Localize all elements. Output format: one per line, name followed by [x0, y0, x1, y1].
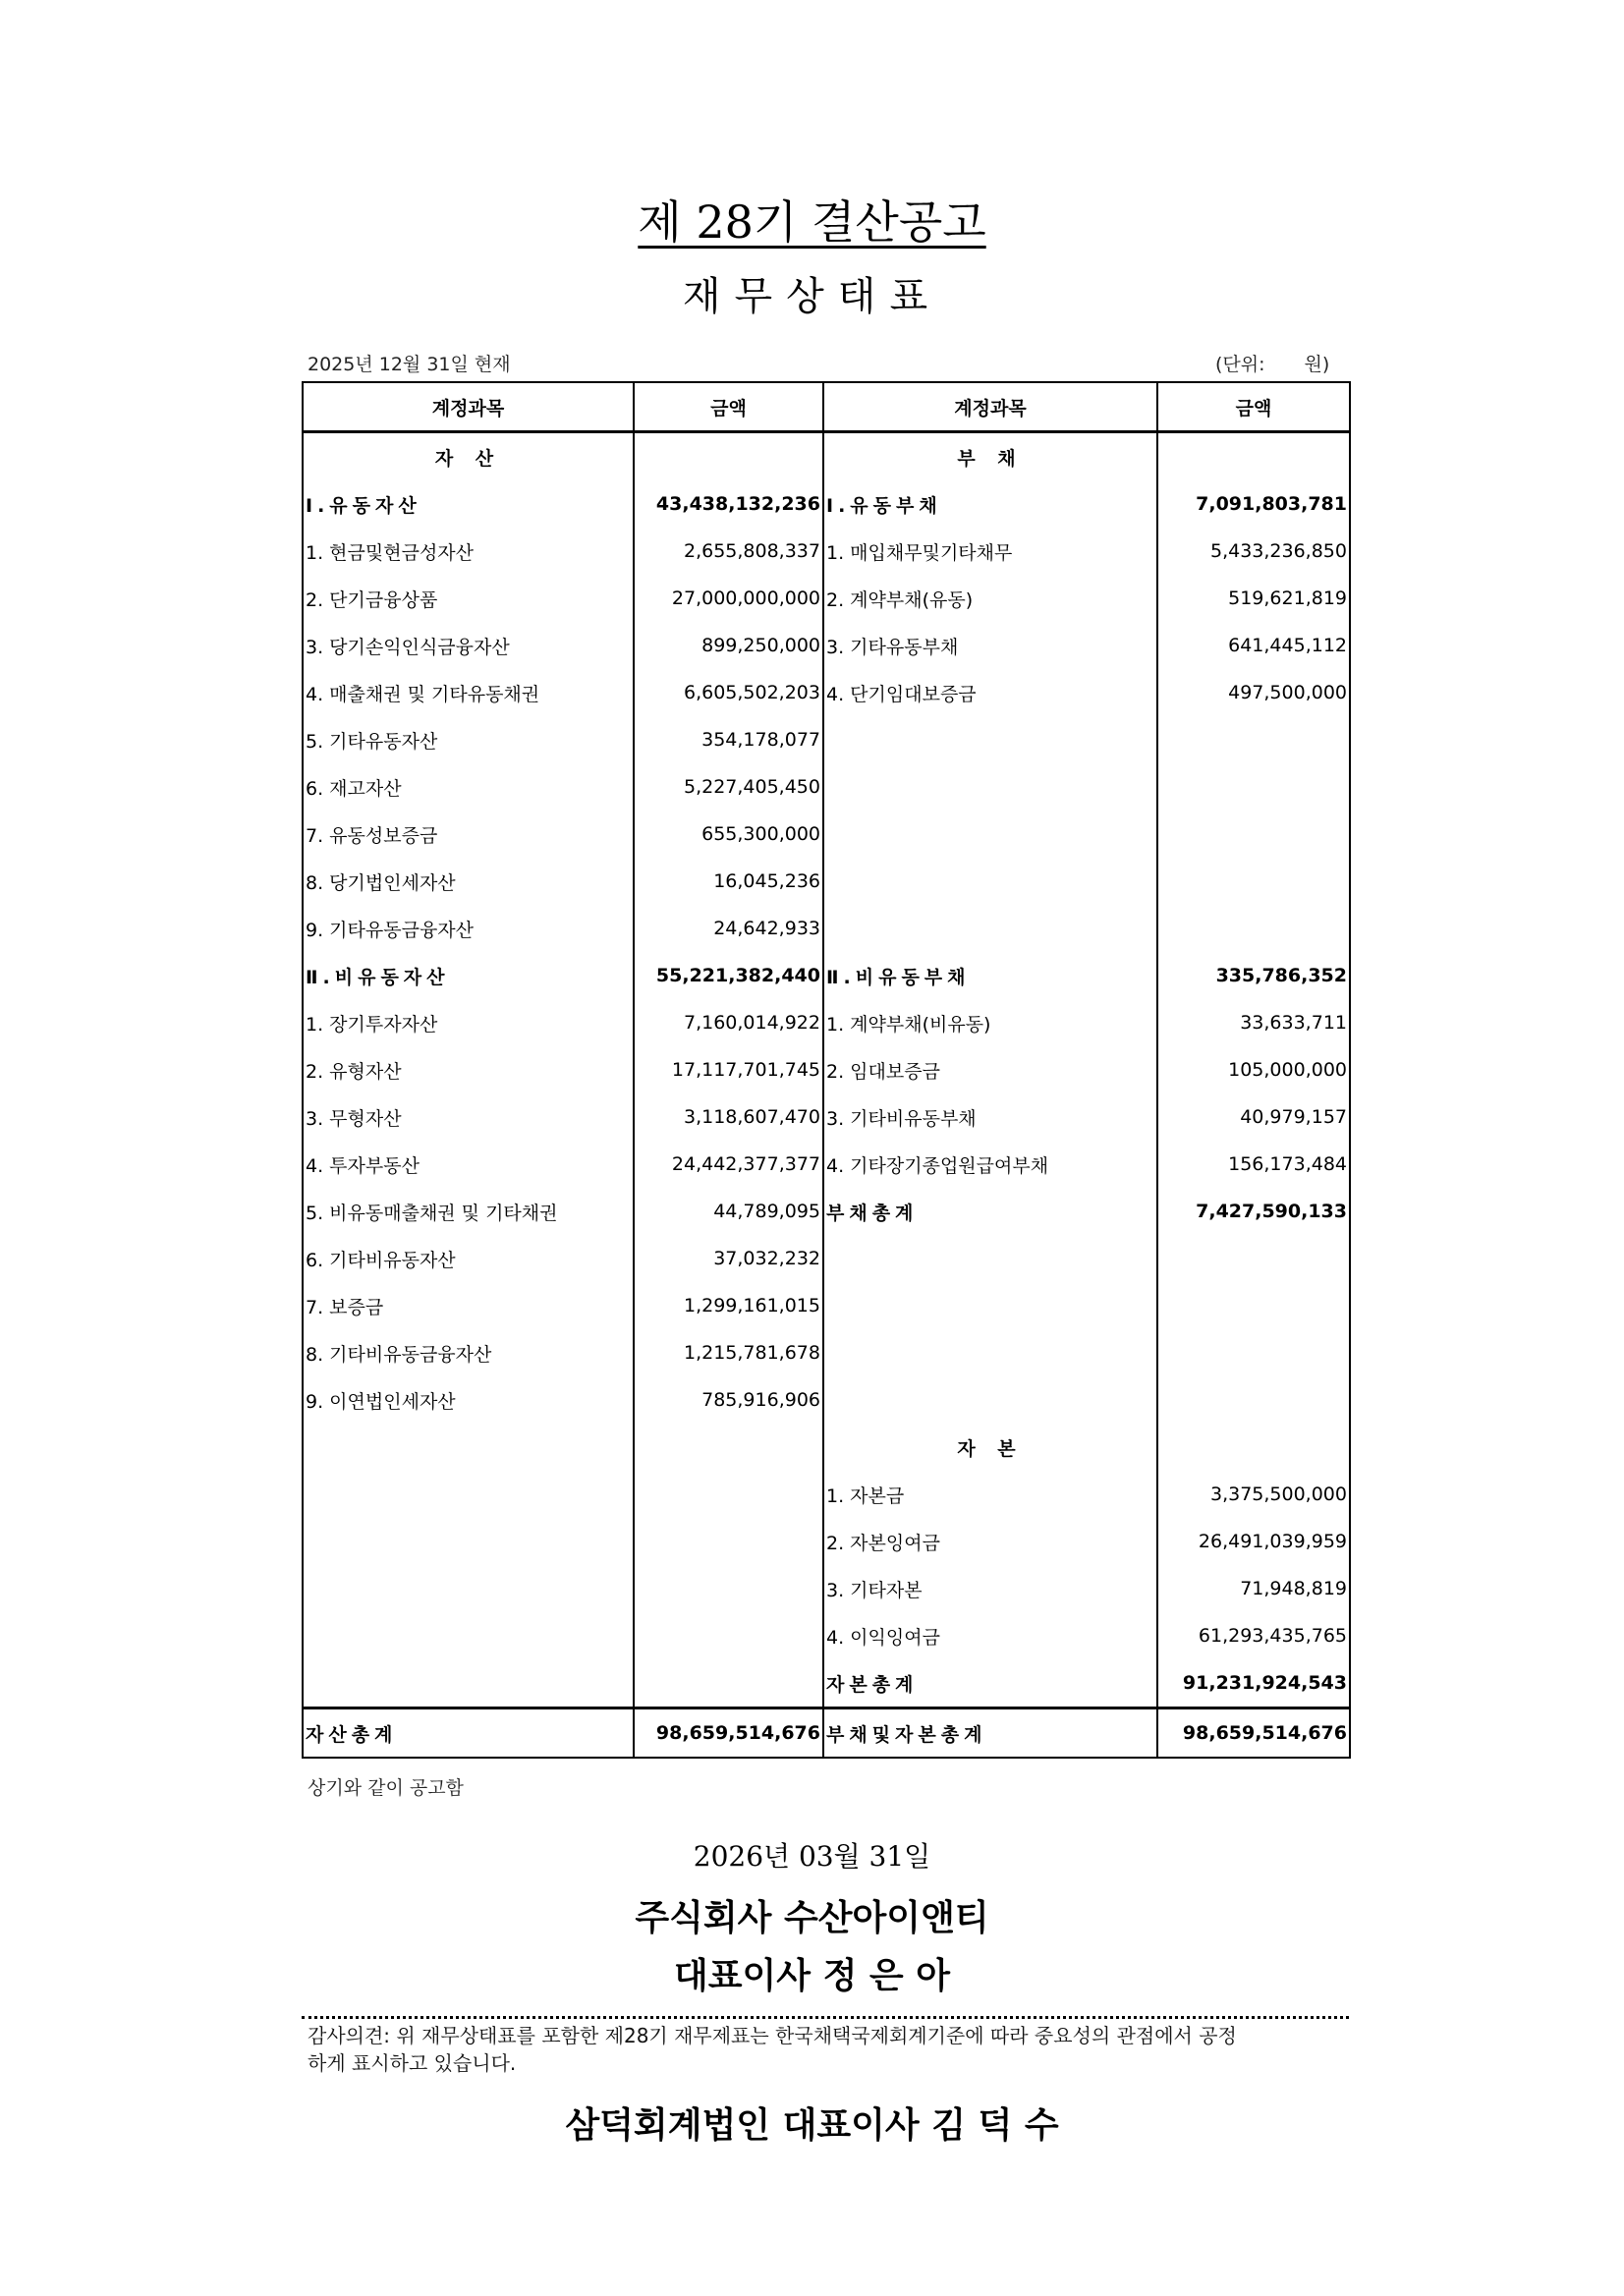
left-amount: 1,215,781,678	[634, 1329, 823, 1376]
right-amount: 156,173,484	[1157, 1141, 1350, 1188]
table-row	[303, 1518, 1350, 1565]
left-account: 3. 당기손익인식금융자산	[303, 622, 634, 669]
left-amount: 16,045,236	[634, 858, 823, 905]
right-account	[823, 811, 1157, 858]
left-amount: 37,032,232	[634, 1235, 823, 1282]
left-amount	[634, 1518, 823, 1565]
right-amount	[1157, 1282, 1350, 1329]
table-row	[303, 811, 1350, 858]
left-account: 6. 기타비유동자산	[303, 1235, 634, 1282]
left-account: Ⅱ.비유동자산	[303, 952, 634, 999]
table-row	[303, 1235, 1350, 1282]
left-account	[303, 1518, 634, 1565]
right-account	[823, 1329, 1157, 1376]
right-amount	[1157, 1376, 1350, 1424]
left-account: 자 산	[303, 432, 634, 481]
left-amount	[634, 1565, 823, 1612]
right-account: 부 채	[823, 432, 1157, 481]
right-amount: 91,231,924,543	[1157, 1659, 1350, 1708]
right-account: 3. 기타자본	[823, 1565, 1157, 1612]
left-account: 6. 재고자산	[303, 763, 634, 811]
left-account: 2. 유형자산	[303, 1046, 634, 1093]
left-amount: 17,117,701,745	[634, 1046, 823, 1093]
right-amount: 7,427,590,133	[1157, 1188, 1350, 1235]
auditor-name: 삼덕회계법인 대표이사 김 덕 수	[565, 2104, 1059, 2146]
left-amount: 7,160,014,922	[634, 999, 823, 1046]
left-account: 5. 기타유동자산	[303, 716, 634, 763]
total-liabilities-equity-label: 부채및자본총계	[823, 1708, 1157, 1759]
right-account	[823, 716, 1157, 763]
left-account: 3. 무형자산	[303, 1093, 634, 1141]
left-account	[303, 1565, 634, 1612]
right-amount	[1157, 858, 1350, 905]
left-account: 1. 장기투자자산	[303, 999, 634, 1046]
right-amount	[1157, 1424, 1350, 1471]
left-account: 8. 당기법인세자산	[303, 858, 634, 905]
right-amount: 519,621,819	[1157, 575, 1350, 622]
total-liabilities-equity-amount: 98,659,514,676	[1157, 1708, 1350, 1759]
total-row	[303, 1708, 1350, 1759]
right-amount: 105,000,000	[1157, 1046, 1350, 1093]
table-row	[303, 858, 1350, 905]
left-amount	[634, 1424, 823, 1471]
right-account: 4. 이익잉여금	[823, 1612, 1157, 1659]
table-row	[303, 669, 1350, 716]
left-amount: 27,000,000,000	[634, 575, 823, 622]
left-amount	[634, 1471, 823, 1518]
table-row	[303, 999, 1350, 1046]
left-amount: 43,438,132,236	[634, 480, 823, 528]
left-amount: 3,118,607,470	[634, 1093, 823, 1141]
left-amount: 24,642,933	[634, 905, 823, 952]
right-amount: 335,786,352	[1157, 952, 1350, 999]
dotted-divider	[302, 2016, 1349, 2019]
right-account: 자본총계	[823, 1659, 1157, 1708]
table-row	[303, 1046, 1350, 1093]
right-amount: 7,091,803,781	[1157, 480, 1350, 528]
right-account	[823, 858, 1157, 905]
table-row	[303, 432, 1350, 481]
header-account-right: 계정과목	[823, 382, 1157, 432]
company-name: 주식회사 수산아이앤티	[635, 1897, 989, 1938]
left-account: 4. 매출채권 및 기타유동채권	[303, 669, 634, 716]
left-account: 7. 유동성보증금	[303, 811, 634, 858]
publish-date: 2026년 03월 31일	[693, 1840, 931, 1873]
audit-opinion: 감사의견: 위 재무상태표를 포함한 제28기 재무제표는 한국채택국제회계기준에 따라 중요성의 관점에서 공정하게 표시하고 있습니다.	[308, 2024, 1237, 2075]
header-amount-left: 금액	[634, 382, 823, 432]
table-row	[303, 1424, 1350, 1471]
table-row	[303, 763, 1350, 811]
unit-label: (단위: 원)	[1215, 354, 1330, 375]
right-account: 4. 단기임대보증금	[823, 669, 1157, 716]
right-account	[823, 763, 1157, 811]
right-amount: 497,500,000	[1157, 669, 1350, 716]
table-row	[303, 1093, 1350, 1141]
left-account	[303, 1471, 634, 1518]
table-row	[303, 716, 1350, 763]
left-account	[303, 1424, 634, 1471]
right-amount	[1157, 716, 1350, 763]
right-amount: 641,445,112	[1157, 622, 1350, 669]
right-amount: 3,375,500,000	[1157, 1471, 1350, 1518]
right-account	[823, 1376, 1157, 1424]
left-amount	[634, 1612, 823, 1659]
table-row	[303, 1471, 1350, 1518]
table-row	[303, 952, 1350, 999]
right-amount	[1157, 1329, 1350, 1376]
notice-title: 제 28기 결산공고	[638, 196, 986, 249]
header-row	[303, 382, 1350, 432]
left-account: 7. 보증금	[303, 1282, 634, 1329]
left-account: 5. 비유동매출채권 및 기타채권	[303, 1188, 634, 1235]
left-account: 9. 이연법인세자산	[303, 1376, 634, 1424]
left-account: 2. 단기금융상품	[303, 575, 634, 622]
left-account	[303, 1659, 634, 1708]
left-amount: 899,250,000	[634, 622, 823, 669]
total-assets-label: 자산총계	[303, 1708, 634, 1759]
right-account	[823, 1235, 1157, 1282]
left-amount: 2,655,808,337	[634, 528, 823, 575]
ceo-name: 대표이사 정 은 아	[673, 1955, 951, 1996]
left-amount: 55,221,382,440	[634, 952, 823, 999]
header-amount-right: 금액	[1157, 382, 1350, 432]
table-row	[303, 575, 1350, 622]
right-account: 2. 임대보증금	[823, 1046, 1157, 1093]
left-amount: 6,605,502,203	[634, 669, 823, 716]
table-row	[303, 905, 1350, 952]
right-amount: 40,979,157	[1157, 1093, 1350, 1141]
table-row	[303, 528, 1350, 575]
balance-sheet-table	[302, 381, 1351, 1759]
left-account	[303, 1612, 634, 1659]
statement-title: 재무상태표	[682, 274, 942, 319]
table-row	[303, 1282, 1350, 1329]
right-account: 4. 기타장기종업원급여부채	[823, 1141, 1157, 1188]
right-amount	[1157, 905, 1350, 952]
right-account: Ⅱ.비유동부채	[823, 952, 1157, 999]
right-amount	[1157, 763, 1350, 811]
right-amount: 61,293,435,765	[1157, 1612, 1350, 1659]
left-account: 9. 기타유동금융자산	[303, 905, 634, 952]
left-account: 8. 기타비유동금융자산	[303, 1329, 634, 1376]
left-amount: 24,442,377,377	[634, 1141, 823, 1188]
header-account-left: 계정과목	[303, 382, 634, 432]
total-assets-amount: 98,659,514,676	[634, 1708, 823, 1759]
table-row	[303, 1188, 1350, 1235]
left-amount	[634, 1659, 823, 1708]
right-amount: 5,433,236,850	[1157, 528, 1350, 575]
table-row	[303, 1565, 1350, 1612]
table-row	[303, 1376, 1350, 1424]
right-account: 1. 계약부채(비유동)	[823, 999, 1157, 1046]
left-amount: 655,300,000	[634, 811, 823, 858]
notice-note: 상기와 같이 공고함	[308, 1777, 464, 1799]
right-account: 1. 자본금	[823, 1471, 1157, 1518]
as-of-date: 2025년 12월 31일 현재	[308, 354, 511, 375]
table-row	[303, 1141, 1350, 1188]
right-account	[823, 1282, 1157, 1329]
left-amount: 5,227,405,450	[634, 763, 823, 811]
table-row	[303, 1612, 1350, 1659]
right-account: 자 본	[823, 1424, 1157, 1471]
right-amount	[1157, 811, 1350, 858]
left-amount	[634, 432, 823, 481]
left-amount: 785,916,906	[634, 1376, 823, 1424]
left-amount: 44,789,095	[634, 1188, 823, 1235]
table-row	[303, 1659, 1350, 1708]
left-account: 4. 투자부동산	[303, 1141, 634, 1188]
right-account	[823, 905, 1157, 952]
left-account: 1. 현금및현금성자산	[303, 528, 634, 575]
right-account: 2. 계약부채(유동)	[823, 575, 1157, 622]
right-account: 3. 기타비유동부채	[823, 1093, 1157, 1141]
table-row	[303, 480, 1350, 528]
right-account: Ⅰ.유동부채	[823, 480, 1157, 528]
left-amount: 354,178,077	[634, 716, 823, 763]
right-amount	[1157, 1235, 1350, 1282]
table-row	[303, 1329, 1350, 1376]
left-amount: 1,299,161,015	[634, 1282, 823, 1329]
right-amount: 33,633,711	[1157, 999, 1350, 1046]
table-body	[303, 432, 1350, 1759]
right-account: 2. 자본잉여금	[823, 1518, 1157, 1565]
right-amount	[1157, 432, 1350, 481]
right-account: 1. 매입채무및기타채무	[823, 528, 1157, 575]
right-account: 3. 기타유동부채	[823, 622, 1157, 669]
left-account: Ⅰ.유동자산	[303, 480, 634, 528]
right-account: 부채총계	[823, 1188, 1157, 1235]
right-amount: 71,948,819	[1157, 1565, 1350, 1612]
table-row	[303, 622, 1350, 669]
right-amount: 26,491,039,959	[1157, 1518, 1350, 1565]
